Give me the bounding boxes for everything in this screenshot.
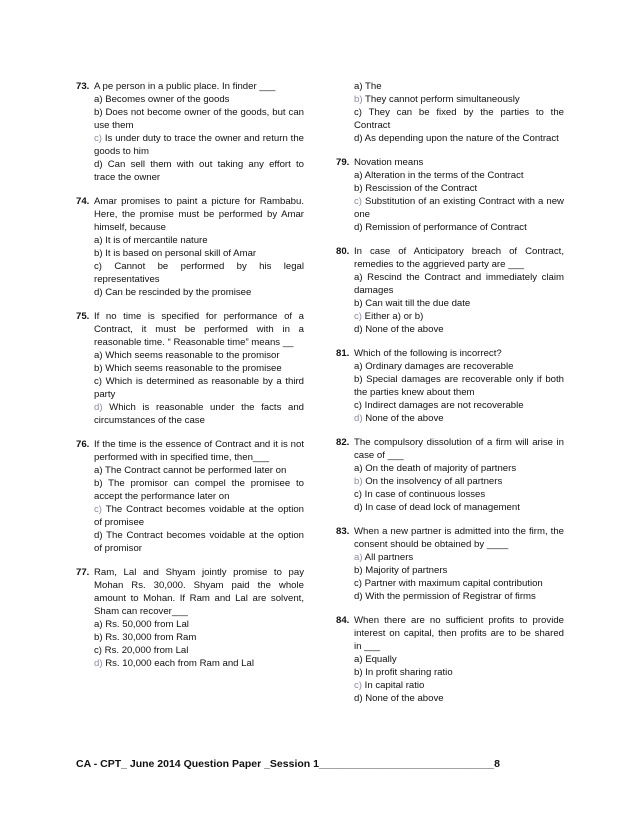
question-number: 83. xyxy=(336,526,350,537)
answer-option: c) They can be fixed by the parties to the Contract xyxy=(354,107,564,131)
answer-option: b) Does not become owner of the goods, but can use them xyxy=(94,107,304,131)
answer-option: a) On the death of majority of partners xyxy=(354,463,517,474)
question-block xyxy=(336,614,564,705)
answer-option: d) Can be rescinded by the promisee xyxy=(94,287,252,298)
question-number: 84. xyxy=(336,615,350,626)
answer-option: b) Can wait till the due date xyxy=(354,298,471,309)
answer-option: d) Rs. 10,000 each from Ram and Lal xyxy=(94,658,254,669)
question-stem: Which of the following is incorrect? xyxy=(354,348,502,359)
answer-option: c) Rs. 20,000 from Lal xyxy=(94,645,189,656)
answer-option: a) Alteration in the terms of the Contract xyxy=(354,170,524,181)
question-number: 79. xyxy=(336,157,350,168)
question-stem: Amar promises to paint a picture for Rambabu. Here, the promise must be performed by Amar himself, because xyxy=(94,196,304,233)
answer-option: b) In profit sharing ratio xyxy=(354,667,453,678)
question-stem: If no time is specified for performance of a Contract, it must be performed with in a reasonable time. “ Reasonable time” means __ xyxy=(94,311,304,348)
answer-option: a) Ordinary damages are recoverable xyxy=(354,361,514,372)
question-stem: When there are no sufficient profits to provide interest on capital, then profits are to be shared in ___ xyxy=(354,615,564,652)
question-block xyxy=(336,525,564,603)
question-block xyxy=(76,80,304,184)
question-number: 77. xyxy=(76,567,90,578)
question-number: 80. xyxy=(336,246,350,257)
question-number: 74. xyxy=(76,196,90,207)
answer-option: c) Partner with maximum capital contribution xyxy=(354,578,543,589)
answer-option: d) In case of dead lock of management xyxy=(354,502,520,513)
question-number: 76. xyxy=(76,439,90,450)
page-footer: CA - CPT_ June 2014 Question Paper _Session 1______________________________8 xyxy=(76,758,500,770)
answer-option: d) None of the above xyxy=(354,413,444,424)
question-stem: If the time is the essence of Contract and it is not performed with in specified time, then___ xyxy=(94,439,304,463)
answer-option: a) Equally xyxy=(354,654,397,665)
question-block xyxy=(336,436,564,514)
answer-option: d) None of the above xyxy=(354,693,444,704)
answer-option: a) Which seems reasonable to the promisor xyxy=(94,350,280,361)
answer-option: d) As depending upon the nature of the Contract xyxy=(354,133,559,144)
answer-option: a) Rs. 50,000 from Lal xyxy=(94,619,189,630)
answer-option: c) Cannot be performed by his legal representatives xyxy=(94,261,304,285)
answer-option: c) The Contract becomes voidable at the option of promisee xyxy=(94,504,304,528)
left-column xyxy=(76,80,304,681)
answer-option: d) The Contract becomes voidable at the option of promisor xyxy=(94,530,304,554)
question-stem: In case of Anticipatory breach of Contract, remedies to the aggrieved party are ___ xyxy=(354,246,564,270)
answer-option: a) All partners xyxy=(354,552,414,563)
answer-option: b) Special damages are recoverable only if both the parties knew about them xyxy=(354,374,564,398)
answer-option: b) Rescission of the Contract xyxy=(354,183,478,194)
answer-option: a) Becomes owner of the goods xyxy=(94,94,230,105)
answer-option: b) Rs. 30,000 from Ram xyxy=(94,632,197,643)
question-number: 82. xyxy=(336,437,350,448)
answer-option: b) On the insolvency of all partners xyxy=(354,476,503,487)
answer-option: c) Which is determined as reasonable by a third party xyxy=(94,376,304,400)
question-block xyxy=(336,347,564,425)
answer-option: b) The promisor can compel the promisee to accept the performance later on xyxy=(94,478,304,502)
right-column xyxy=(336,80,564,716)
question-block xyxy=(76,195,304,299)
answer-option: b) Which seems reasonable to the promisee xyxy=(94,363,282,374)
question-block xyxy=(336,245,564,336)
question-stem: Ram, Lal and Shyam jointly promise to pay Mohan Rs. 30,000. Shyam paid the whole amount to Mohan. If Ram and Lal are solvent, Sham can recover___ xyxy=(94,567,304,617)
answer-option: b) It is based on personal skill of Amar xyxy=(94,248,257,259)
answer-option: a) The xyxy=(354,81,382,92)
answer-option: d) Remission of performance of Contract xyxy=(354,222,527,233)
question-number: 73. xyxy=(76,81,90,92)
answer-option: d) None of the above xyxy=(354,324,444,335)
answer-option: b) Majority of partners xyxy=(354,565,448,576)
question-stem: When a new partner is admitted into the firm, the consent should be obtained by ____ xyxy=(354,526,564,550)
question-block xyxy=(336,156,564,234)
answer-option: c) Indirect damages are not recoverable xyxy=(354,400,524,411)
answer-option: c) In capital ratio xyxy=(354,680,425,691)
question-block xyxy=(336,80,564,145)
answer-option: c) Either a) or b) xyxy=(354,311,424,322)
answer-option: d) Which is reasonable under the facts and circumstances of the case xyxy=(94,402,304,426)
answer-option: d) With the permission of Registrar of firms xyxy=(354,591,536,602)
question-number: 81. xyxy=(336,348,350,359)
answer-option: c) Is under duty to trace the owner and return the goods to him xyxy=(94,133,304,157)
question-stem: The compulsory dissolution of a firm will arise in case of ___ xyxy=(354,437,564,461)
answer-option: a) The Contract cannot be performed later on xyxy=(94,465,287,476)
answer-option: b) They cannot perform simultaneously xyxy=(354,94,520,105)
question-number: 75. xyxy=(76,311,90,322)
question-stem: A pe person in a public place. In finder ___ xyxy=(94,81,276,92)
answer-option: c) Substitution of an existing Contract with a new one xyxy=(354,196,564,220)
question-block xyxy=(76,438,304,555)
answer-option: d) Can sell them with out taking any effort to trace the owner xyxy=(94,159,304,183)
question-block xyxy=(76,566,304,670)
answer-option: a) It is of mercantile nature xyxy=(94,235,208,246)
question-block xyxy=(76,310,304,427)
answer-option: c) In case of continuous losses xyxy=(354,489,486,500)
answer-option: a) Rescind the Contract and immediately claim damages xyxy=(354,272,564,296)
question-stem: Novation means xyxy=(354,157,424,168)
